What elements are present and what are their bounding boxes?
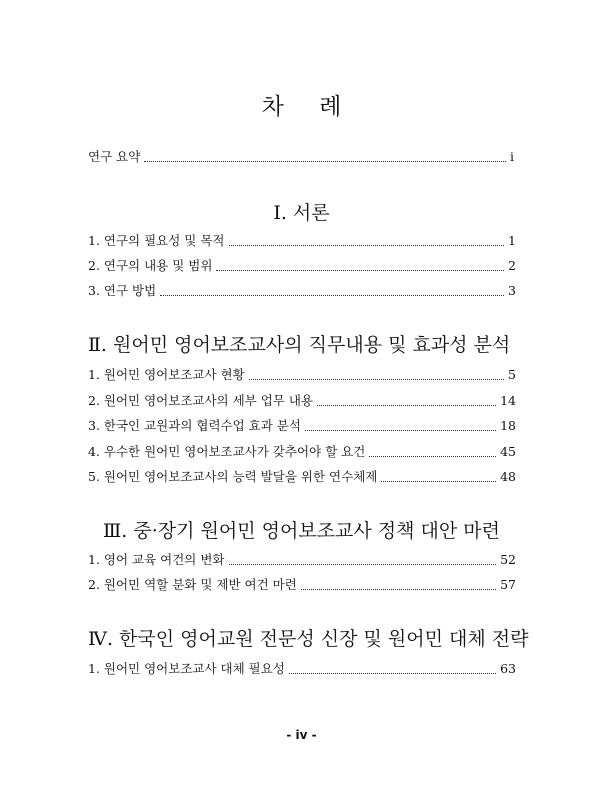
section-heading-1[interactable]: Ⅰ. 서론 (273, 202, 330, 224)
toc-entry-page: 1 (508, 233, 516, 248)
toc-entry-label: 4. 우수한 원어민 영어보조교사가 갖추어야 할 요건 (88, 444, 366, 459)
toc-entry-label: 2. 원어민 역할 분화 및 제반 여건 마련 (88, 577, 297, 592)
dot-leader (369, 455, 496, 457)
toc-entry[interactable] (88, 417, 516, 435)
dot-leader (216, 269, 504, 271)
dot-leader (229, 563, 497, 565)
toc-entry-page: 2 (508, 258, 516, 273)
toc-entry[interactable] (88, 282, 516, 300)
toc-entry-label: 2. 연구의 내용 및 범위 (88, 258, 213, 273)
toc-entry-page: 18 (500, 418, 516, 433)
toc-entry-page: 52 (500, 552, 516, 567)
dot-leader (249, 378, 504, 380)
toc-entry-page: 5 (508, 367, 516, 382)
toc-entry[interactable] (88, 366, 516, 384)
toc-entry-label: 1. 연구의 필요성 및 목적 (88, 233, 225, 248)
toc-entry[interactable] (88, 257, 516, 275)
toc-entry-page: 63 (500, 661, 516, 676)
dot-leader (289, 672, 496, 674)
page-title: 차 례 (261, 94, 356, 120)
toc-entry[interactable] (88, 576, 516, 594)
section-heading-4[interactable]: Ⅳ. 한국인 영어교원 전문성 신장 및 원어민 대체 전략 (88, 628, 529, 650)
toc-entry-label: 연구 요약 (88, 149, 141, 164)
toc-entry-page: 3 (508, 283, 516, 298)
toc-entry[interactable] (88, 660, 516, 678)
toc-entry-page: 48 (500, 469, 516, 484)
toc-entry-label: 1. 원어민 영어보조교사 현황 (88, 367, 245, 382)
dot-leader (160, 294, 504, 296)
page-number-footer: - iv - (286, 728, 317, 742)
toc-entry-label: 1. 영어 교육 여건의 변화 (88, 552, 225, 567)
toc-entry-label: 2. 원어민 영어보조교사의 세부 업무 내용 (88, 393, 313, 408)
dot-leader (144, 160, 506, 162)
toc-entry-label: 5. 원어민 영어보조교사의 능력 발달을 위한 연수체제 (88, 469, 378, 484)
toc-entry-label: 3. 한국인 교원과의 협력수업 효과 분석 (88, 418, 301, 433)
toc-entry[interactable] (88, 551, 516, 569)
toc-entry-page: 57 (500, 577, 516, 592)
toc-entry-page: 14 (500, 393, 516, 408)
dot-leader (229, 244, 505, 246)
toc-entry-label: 1. 원어민 영어보조교사 대체 필요성 (88, 661, 285, 676)
toc-entry-page: 45 (500, 444, 516, 459)
dot-leader (305, 429, 496, 431)
dot-leader (301, 588, 496, 590)
toc-entry-summary[interactable] (88, 148, 516, 166)
dot-leader (381, 480, 496, 482)
toc-entry[interactable] (88, 443, 516, 461)
section-heading-2[interactable]: Ⅱ. 원어민 영어보조교사의 직무내용 및 효과성 분석 (88, 334, 511, 356)
toc-entry-label: 3. 연구 방법 (88, 283, 157, 298)
section-heading-3[interactable]: Ⅲ. 중·장기 원어민 영어보조교사 정책 대안 마련 (102, 520, 500, 542)
toc-entry-page: i (510, 149, 514, 164)
toc-entry[interactable] (88, 468, 516, 486)
toc-entry[interactable] (88, 392, 516, 410)
toc-entry[interactable] (88, 232, 516, 250)
dot-leader (317, 404, 496, 406)
